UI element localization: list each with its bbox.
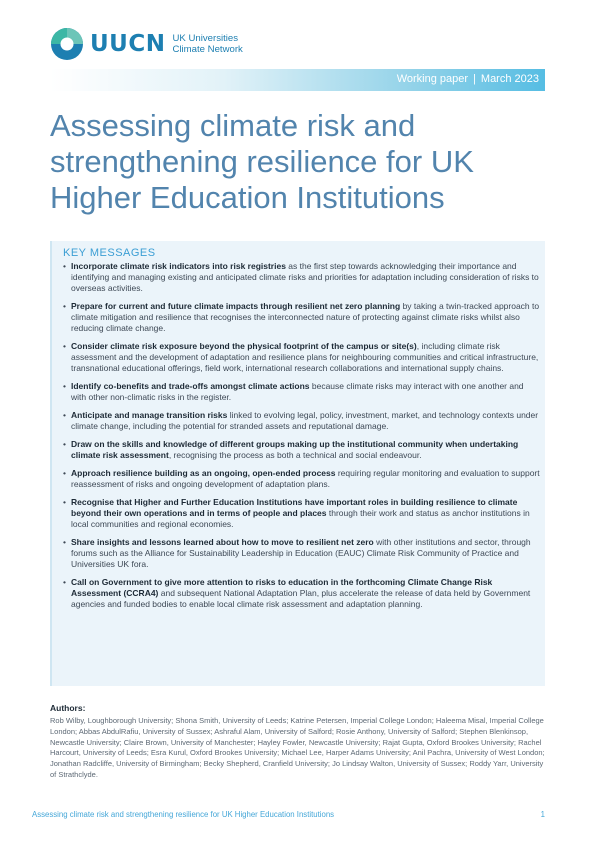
page-footer (0, 810, 595, 824)
key-message-bold: Prepare for current and future climate impacts through resilient net zero planning (71, 301, 401, 311)
doc-type: Working paper (396, 73, 469, 85)
page-number: 1 (540, 810, 545, 819)
key-message-item (63, 301, 541, 334)
footer-title: Assessing climate risk and strengthening resilience for UK Higher Education Institutions (32, 810, 335, 819)
logo-subtitle-line2: Climate Network (172, 44, 243, 55)
key-message-item (63, 497, 541, 530)
authors-list: Rob Wilby, Loughborough University; Shona Smith, University of Leeds; Katrine Petersen, Imperial College London; Haleema Misal, Imperial College London; Abbas AbdulRafiu, University of Sussex; Ashraful Alam, University of Salford; Rosie Anthony, University of Salford; Stephen Blenkinsop, Newcastle University; Claire Brown, University of Manchester; Hayley Fowler, Newcastle University; Rajat Gupta, Oxford Brookes University; Rachel Harcourt, University of Leeds; Esra Kurul, Oxford Brookes University; Michael Lee, Harper Adams University; Anil Pachra, University of West London; Jonathan Radcliffe, University of Birmingham; Becky Shepherd, Cranfield University; Jo Lindsay Walton, University of Sussex; Roddy Yarr, University of Strathclyde. (50, 716, 545, 779)
key-message-item (63, 468, 541, 490)
key-message-text: with other institutions and sector, through forums such as the Alliance for Sustainability Leadership in Education (EAUC) Climate Risk Community of Practice and Universities UK fora. (71, 537, 531, 569)
key-message-text: by taking a twin-tracked approach to climate mitigation and resilience that recognises the interconnected nature of protecting against climate risks whilst also reducing climate change. (71, 301, 540, 333)
key-message-text: because climate risks may interact with one another and with other non-climatic risks in the register. (71, 381, 524, 402)
key-message-text: linked to evolving legal, policy, investment, market, and technology contexts under climate change, including the potential for stranded assets and reputational damage. (71, 410, 539, 431)
key-message-bold: Identify co-benefits and trade-offs amongst climate actions (71, 381, 310, 391)
authors-heading: Authors: (50, 703, 86, 713)
band-separator: | (473, 73, 476, 85)
key-message-item (63, 410, 541, 432)
key-message-bold: Recognise that Higher and Further Education Institutions have important roles in building resilience to climate beyond their own operations and in terms of people and places (71, 497, 518, 518)
band-label (397, 73, 539, 85)
key-message-item (63, 341, 541, 374)
key-message-bold: Incorporate climate risk indicators into risk registries (71, 261, 286, 271)
key-message-item (63, 577, 541, 610)
key-messages-list (63, 261, 541, 617)
key-message-bold: Approach resilience building as an ongoing, open-ended process (71, 468, 336, 478)
key-message-text: , recognising the process as both a technical and social endeavour. (168, 450, 422, 460)
key-message-bold: Draw on the skills and knowledge of different groups making up the institutional community when undertaking climate risk assessment (71, 439, 519, 460)
key-message-text: requiring regular monitoring and evaluation to support reassessment of risks and ongoing development of adaptation plans. (71, 468, 540, 489)
page-title: Assessing climate risk and strengthening resilience for UK Higher Education Institutions (50, 108, 474, 215)
key-message-item (63, 537, 541, 570)
site-header (50, 26, 243, 62)
key-message-bold: Call on Government to give more attention to risks to education in the forthcoming Climate Change Risk Assessment (CCRA4) (71, 577, 493, 598)
logo-subtitle-line1: UK Universities (172, 33, 239, 44)
key-message-item (63, 261, 541, 294)
key-messages-box (50, 241, 545, 686)
doc-date: March 2023 (480, 73, 539, 85)
key-message-item (63, 439, 541, 461)
uucn-logo-icon (50, 27, 84, 61)
key-messages-heading: KEY MESSAGES (63, 247, 156, 259)
logo-subtitle (172, 33, 242, 55)
key-message-bold: Anticipate and manage transition risks (71, 410, 228, 420)
key-message-bold: Share insights and lessons learned about how to move to resilient net zero (71, 537, 374, 547)
key-message-bold: Consider climate risk exposure beyond the physical footprint of the campus or site(s) (71, 341, 417, 351)
key-message-item (63, 381, 541, 403)
key-message-text: , including climate risk assessment and the development of adaptation and resilience plans for neighbouring communities and critical infrastructure, transnational educational offerings, field work, international research collaborations and international supply chains. (71, 341, 539, 373)
paper-type-band (50, 69, 545, 91)
logo-wordmark: UUCN (90, 31, 166, 57)
key-message-text: as the first step towards acknowledging their importance and identifying and managing existing and anticipated climate risks and priorities for adaptation including consideration of risks to overseas activities. (71, 261, 539, 293)
key-message-text: and subsequent National Adaptation Plan, plus accelerate the release of data held by Government agencies and funded bodies to enable local climate risk assessment and adaptation planning. (71, 588, 531, 609)
key-message-text: through their work and status as anchor institutions in local communities and regional economies. (71, 508, 530, 529)
